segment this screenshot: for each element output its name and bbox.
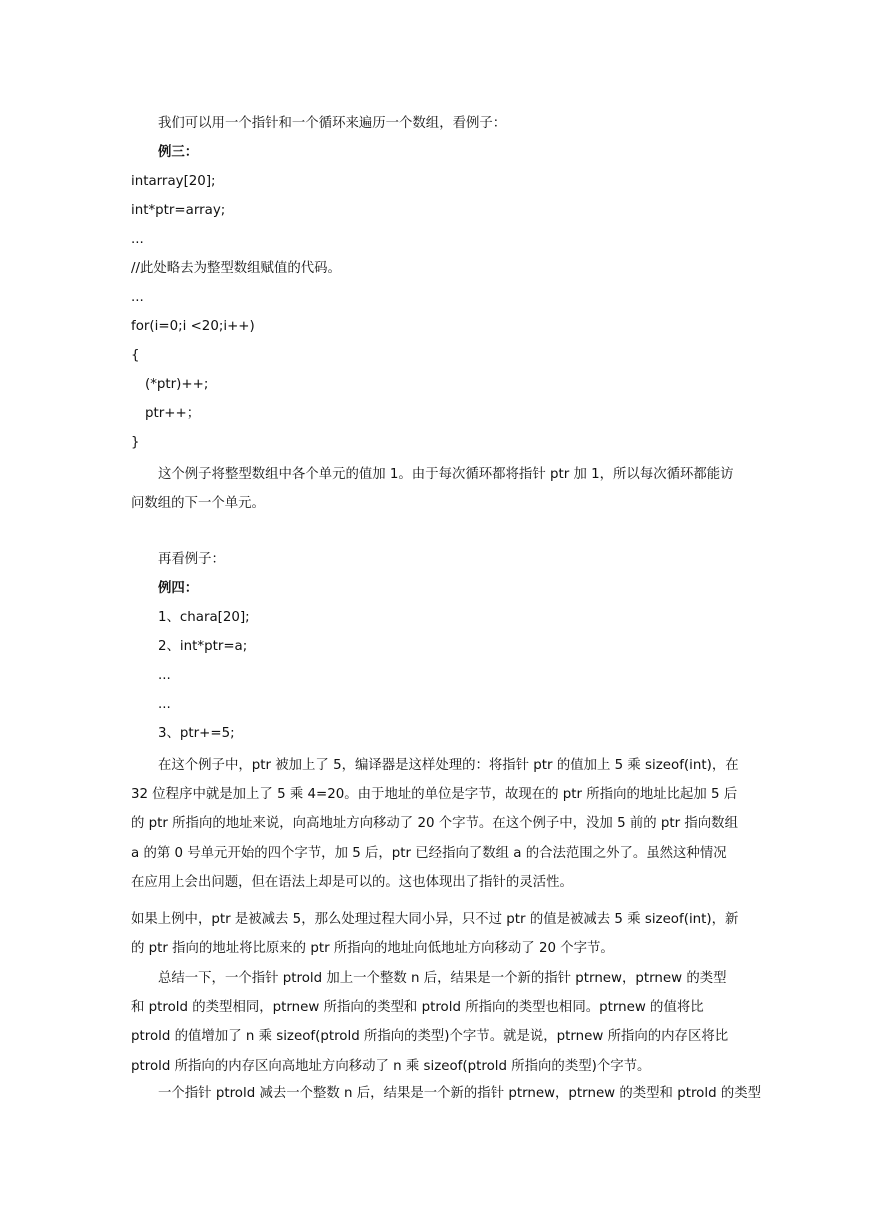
code-line: {	[131, 348, 140, 363]
code-line: 2、int*ptr=a;	[158, 639, 248, 654]
code-line: int*ptr=array;	[131, 203, 226, 218]
code-line: ...	[131, 290, 144, 305]
code-line: ...	[158, 697, 171, 712]
code-line: for(i=0;i <20;i++)	[131, 319, 255, 334]
example-3-label: 例三：	[158, 145, 199, 160]
code-line: (*ptr)++;	[145, 377, 209, 392]
code-line: }	[131, 435, 140, 450]
subtraction-paragraph: 如果上例中，ptr 是被减去 5，那么处理过程大同小异，只不过 ptr 的值是被减去 5 乘 sizeof(int)，新的 ptr 指向的地址将比原来的 ptr 所指向的地址向低地址方向移动了 20 个字节。	[131, 912, 739, 957]
code-line: ...	[131, 232, 144, 247]
code-line: intarray[20];	[131, 174, 216, 189]
intro-paragraph: 我们可以用一个指针和一个循环来遍历一个数组，看例子：	[158, 116, 507, 131]
code-line: //此处略去为整型数组赋值的代码。	[131, 261, 341, 276]
last-paragraph: 一个指针 ptrold 减去一个整数 n 后，结果是一个新的指针 ptrnew，ptrnew 的类型和 ptrold 的类型	[158, 1086, 762, 1101]
summary-paragraph: 总结一下，一个指针 ptrold 加上一个整数 n 后，结果是一个新的指针 ptrnew，ptrnew 的类型和 ptrold 的类型相同，ptrnew 所指向的类型和 ptrold 所指向的类型也相同。ptrnew 的值将比 ptrold 的值增加了 n 乘 sizeof(ptrold 所指向的类型)个字节。就是说，ptrnew 所指向的内存区将比 ptrold 所指向的内存区向高地址方向移动了 n 乘 sizeof(ptrold 所指向的类型)个字节。	[131, 971, 729, 1074]
see-example-text: 再看例子：	[158, 552, 225, 567]
code-line: 1、chara[20];	[158, 610, 250, 625]
code-line: ptr++；	[145, 406, 201, 421]
code-line: 3、ptr+=5;	[158, 726, 235, 741]
code-line: ...	[158, 668, 171, 683]
example-4-explanation: 在这个例子中，ptr 被加上了 5，编译器是这样处理的：将指针 ptr 的值加上 5 乘 sizeof(int)，在 32 位程序中就是加上了 5 乘 4=20。由于地址的单位是字节，故现在的 ptr 所指向的地址比起加 5 后的 ptr 所指向的地址来说，向高地址方向移动了 20 个字节。在这个例子中，没加 5 前的 ptr 指向数组 a 的第 0 号单元开始的四个字节，加 5 后，ptr 已经指向了数组 a 的合法范围之外了。虽然这种情况在应用上会出问题，但在语法上却是可以的。这也体现出了指针的灵活性。	[131, 758, 739, 890]
example-4-label: 例四：	[158, 581, 199, 596]
example-3-explanation: 这个例子将整型数组中各个单元的值加 1。由于每次循环都将指针 ptr 加 1，所以每次循环都能访问数组的下一个单元。	[131, 467, 734, 512]
